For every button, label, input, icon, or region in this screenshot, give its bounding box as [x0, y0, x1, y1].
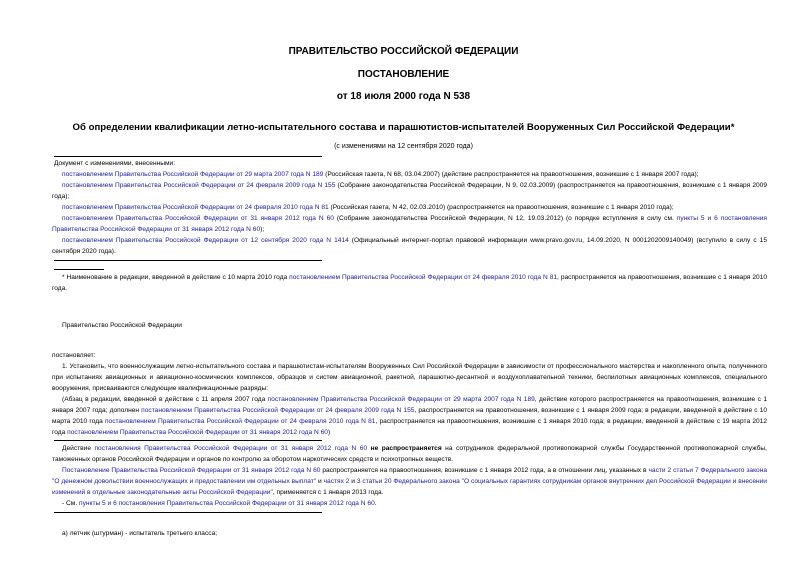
- application-note: [52, 465, 767, 498]
- footnote: [52, 272, 767, 294]
- edition-text: , распространяется на правоотношения, возникшие с 1 января 2010 года; в редакции, введенной в действие с 19 марта 2012 года: [52, 418, 767, 436]
- note-link[interactable]: частях 2: [323, 478, 350, 485]
- see-also-note: [52, 498, 767, 509]
- document-title: Об определении квалификации летно-испытательного состава и парашютистов-испытателей Вооруженных Сил Российской Федерации*: [72, 122, 735, 133]
- change-link[interactable]: постановлением Правительства Российской Федерации от 12 сентября 2020 года N 1414: [62, 237, 349, 244]
- note-divider-top: [54, 440, 322, 441]
- change-link[interactable]: постановлением Правительства Российской Федерации от 24 февраля 2010 года N 81: [62, 204, 329, 211]
- note-link[interactable]: постановления Правительства Российской Федерации от 31 января 2012 года N 60: [94, 445, 368, 452]
- changes-block: [52, 158, 767, 257]
- edition-note: [52, 394, 767, 438]
- change-item: [52, 235, 767, 257]
- note-text: на сотрудников федеральной противопожарной службы Государственной противопожарной службы, таможенных органов Российской Федерации и органов по контролю за оборотом наркотических средств и психотропных веществ.: [52, 445, 767, 463]
- item-a: а) летчик (штурман) - испытатель третьего класса;: [62, 530, 218, 537]
- change-item: [52, 169, 767, 180]
- note-link[interactable]: Постановление Правительства Российской Федерации от 31 января 2012 года N 60: [62, 467, 321, 474]
- changes-divider-top: [54, 156, 322, 157]
- changes-intro: Документ с изменениями, внесенными:: [54, 160, 176, 167]
- footnote-text: * Наименование в редакции, введенной в действие с 10 марта 2010 года: [62, 274, 290, 281]
- footnote-text: , распространяется на правоотношения, возникшие с 1 января 2010 года.: [52, 274, 767, 292]
- change-text: (Российская газета, N 42, 02.03.2010) (распространяется на правоотношения, возникшие с 1 января 2010 года);: [328, 204, 674, 211]
- change-item: [52, 213, 767, 235]
- note-text: Действие: [62, 445, 95, 452]
- gov-line: Правительство Российской Федерации: [62, 322, 182, 329]
- change-item: [52, 180, 767, 202]
- applicability-note: [52, 443, 767, 465]
- change-link[interactable]: пункты 5 и 6 постановления Правительства Российской Федерации от 31 января 2012 года N 60: [52, 215, 768, 233]
- decrees-line: постановляет:: [52, 352, 96, 359]
- edition-text: , действие которого распространяется на правоотношения, возникшие с 1 января 2007 года; дополнен: [52, 396, 768, 414]
- note-text: и: [349, 478, 357, 485]
- document-subtitle: (с изменениями на 12 сентября 2020 года): [334, 143, 473, 150]
- note-text: , применяется с 1 января 2013 года.: [272, 489, 384, 496]
- change-link[interactable]: постановлением Правительства Российской Федерации от 24 февраля 2009 года N 155: [62, 182, 336, 189]
- footnote-link[interactable]: постановлением Правительства Российской Федерации от 24 февраля 2010 года N 81: [289, 274, 558, 281]
- edition-link[interactable]: постановлением Правительства Российской Федерации от 31 января 2012 года N 60: [67, 429, 328, 436]
- edition-link[interactable]: постановлением Правительства Российской Федерации от 24 февраля 2010 года N 81: [104, 418, 376, 425]
- edition-link[interactable]: постановлением Правительства Российской Федерации от 24 февраля 2009 года N 155: [141, 407, 415, 414]
- note-text: распространяется на правоотношения, возникшие с 1 января 2012 года, а в отношении лиц, указанных в: [320, 467, 649, 474]
- edition-text: (Абзац в редакции, введенной в действие с 11 апреля 2007 года: [62, 396, 268, 403]
- edition-link[interactable]: постановлением Правительства Российской Федерации от 29 марта 2007 года N 189: [267, 396, 535, 403]
- edition-text: ): [327, 429, 331, 436]
- government-heading: ПРАВИТЕЛЬСТВО РОССИЙСКОЙ ФЕДЕРАЦИИ: [288, 46, 519, 57]
- note-text: и: [316, 478, 324, 485]
- change-item: [52, 202, 767, 213]
- paragraph-1: 1. Установить, что военнослужащим летно-испытательного состава и парашютистам-испытателям Вооруженных Сил Российской Федерации в зависимости от профессионального мастерства и накопленного опыта, полученного при испытаниях авиационных и авиационно-космических комплексов, образцов и систем авиационной, ракетной, парашютно-десантной и воздухоплавательной техники, беспилотных авиационных комплексов, специального вооружения, присваиваются следующие квалификационные разряды:: [52, 363, 767, 392]
- note-divider-bottom: [54, 512, 322, 513]
- date-number-heading: от 18 июля 2000 года N 538: [336, 91, 471, 102]
- note-bold: не распространяется: [367, 445, 442, 452]
- change-link[interactable]: постановлением Правительства Российской Федерации от 29 марта 2007 года N 189: [62, 171, 324, 178]
- edition-text: , распространяется на правоотношения, возникшие с 1 января 2009 года; в редакции, введенной в действие с 10 марта 2010 года: [52, 407, 767, 425]
- change-text: (Собрание законодательства Российской Федерации, N 9, 02.03.2009) (распространяется на правоотношения, возникшие с 1 января 2009 года);: [52, 182, 767, 200]
- note-link[interactable]: пункты 5 и 6 постановления Правительства Российской Федерации от 31 января 2012 года N 60: [79, 500, 375, 507]
- note-link[interactable]: 3 статьи 20 Федерального закона "О социальных гарантиях сотрудникам органов внутренних дел Российской Федерации и внесении изменений в отдельные законодательные акты Российской Федерации": [52, 478, 767, 496]
- doc-type-heading: ПОСТАНОВЛЕНИЕ: [357, 69, 450, 80]
- note-text: .: [374, 500, 377, 507]
- change-text: (Российская газета, N 68, 03.04.2007) (действие распространяется на правоотношения, возникшие с 1 января 2007 года);: [323, 171, 699, 178]
- changes-divider-bottom: [54, 260, 322, 261]
- note-text: - См.: [62, 500, 79, 507]
- note-link[interactable]: части 2 статьи 7 Федерального закона "О денежном довольствии военнослужащих и предоставлении им отдельных выплат": [52, 467, 768, 485]
- footnote-divider: [54, 269, 104, 270]
- change-text: (Официальный интернет-портал правовой информации www.pravo.gov.ru, 14.09.2020, N 0001202009140049) (вступило в силу с 15 сентября 2020 года).: [52, 237, 768, 255]
- change-link[interactable]: постановлением Правительства Российской Федерации от 31 января 2012 года N 60: [62, 215, 334, 222]
- change-text: );: [260, 226, 265, 233]
- change-text: (Собрание законодательства Российской Федерации, N 12, 19.03.2012) (о порядке вступления в силу см.: [333, 215, 677, 222]
